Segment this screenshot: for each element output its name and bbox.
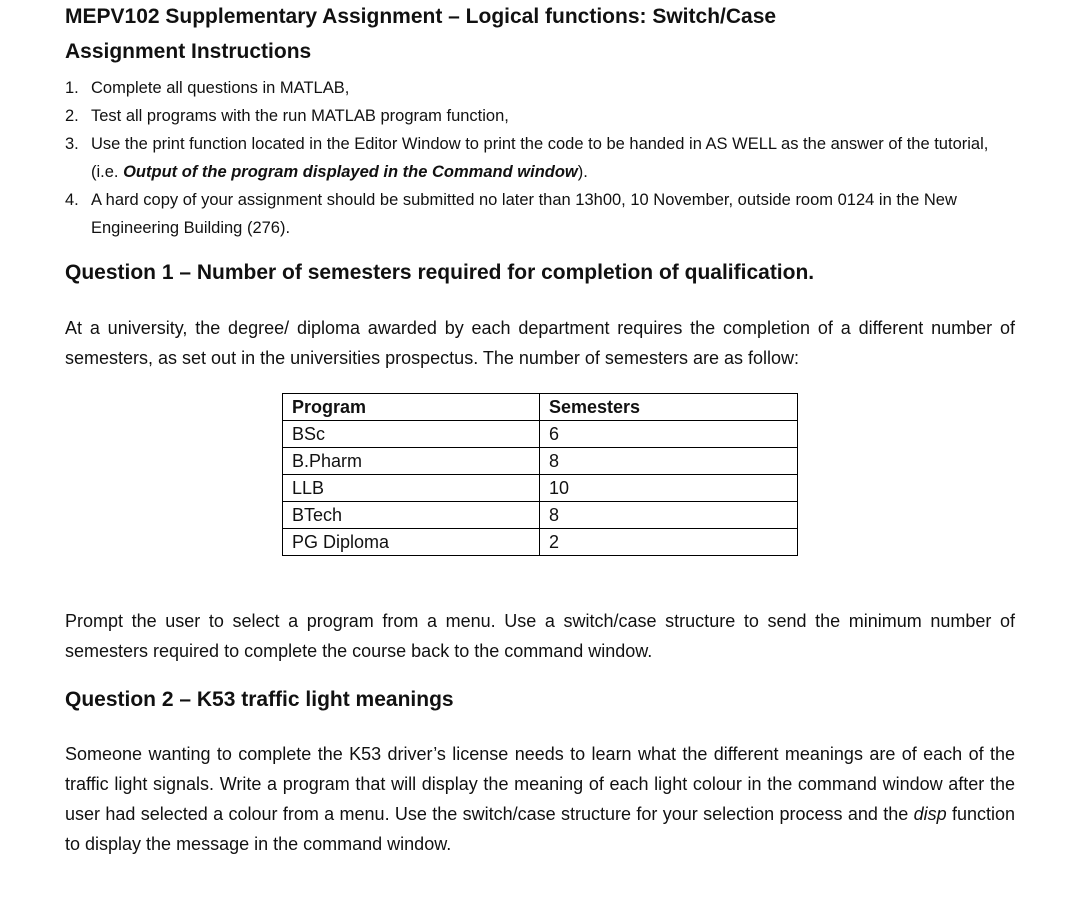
table-cell-semesters: 6 bbox=[540, 421, 798, 448]
instruction-text: Use the print function located in the Editor Window to print the code to be handed in AS WELL as the answer of the tutorial, (i.e. bbox=[91, 135, 989, 181]
instructions-list bbox=[65, 74, 1015, 242]
table-row bbox=[283, 421, 798, 448]
table-row bbox=[283, 475, 798, 502]
question1-intro: At a university, the degree/ diploma awarded by each department requires the completion of a different number of semesters, as set out in the universities prospectus. The number of semesters are as follow: bbox=[65, 318, 1015, 368]
table-row bbox=[283, 448, 798, 475]
instruction-text-end: ). bbox=[577, 163, 588, 181]
table-cell-program: BTech bbox=[283, 502, 540, 529]
table-cell-semesters: 10 bbox=[540, 475, 798, 502]
instruction-number: 3. bbox=[65, 135, 79, 153]
instruction-text: Complete all questions in MATLAB, bbox=[91, 79, 350, 97]
table-cell-program: PG Diploma bbox=[283, 529, 540, 556]
instruction-item bbox=[65, 130, 1015, 186]
table-cell-semesters: 8 bbox=[540, 448, 798, 475]
question2-heading: Question 2 – K53 traffic light meanings bbox=[65, 688, 454, 711]
table-row bbox=[283, 529, 798, 556]
instruction-text: A hard copy of your assignment should be submitted no later than 13h00, 10 November, outside room 0124 in the New Engineering Building (276). bbox=[91, 191, 957, 237]
table-cell-program: LLB bbox=[283, 475, 540, 502]
question2-disp-keyword: disp bbox=[913, 804, 947, 824]
question2-text bbox=[65, 739, 1015, 859]
question1-task: Prompt the user to select a program from a menu. Use a switch/case structure to send the minimum number of semesters required to complete the course back to the command window. bbox=[65, 611, 1015, 661]
instruction-number: 1. bbox=[65, 79, 79, 97]
table-cell-semesters: 8 bbox=[540, 502, 798, 529]
document-title: MEPV102 Supplementary Assignment – Logical functions: Switch/Case bbox=[65, 5, 777, 28]
instruction-text: Test all programs with the run MATLAB program function, bbox=[91, 107, 509, 125]
instruction-item bbox=[65, 186, 1015, 242]
instruction-number: 4. bbox=[65, 191, 79, 209]
table-header-program: Program bbox=[283, 394, 540, 421]
instruction-item bbox=[65, 102, 1015, 130]
table-header-semesters: Semesters bbox=[540, 394, 798, 421]
table-row bbox=[283, 502, 798, 529]
instruction-emphasis: Output of the program displayed in the Command window bbox=[123, 163, 578, 181]
instruction-number: 2. bbox=[65, 107, 79, 125]
instructions-heading: Assignment Instructions bbox=[65, 40, 312, 63]
question2-text-start: Someone wanting to complete the K53 driver’s license needs to learn what the different meanings are of each of the traffic light signals. Write a program that will display the meaning of each light colour in the command window after the user had selected a colour from a menu. Use the switch/case structure for your selection process and the bbox=[65, 744, 1015, 824]
instruction-item bbox=[65, 74, 1015, 102]
table-cell-semesters: 2 bbox=[540, 529, 798, 556]
programs-table bbox=[282, 393, 798, 556]
table-cell-program: B.Pharm bbox=[283, 448, 540, 475]
question2-text-end: function to display the message in the command window. bbox=[65, 804, 1015, 854]
table-header-row bbox=[283, 394, 798, 421]
question1-heading: Question 1 – Number of semesters required for completion of qualification. bbox=[65, 261, 815, 284]
table-cell-program: BSc bbox=[283, 421, 540, 448]
